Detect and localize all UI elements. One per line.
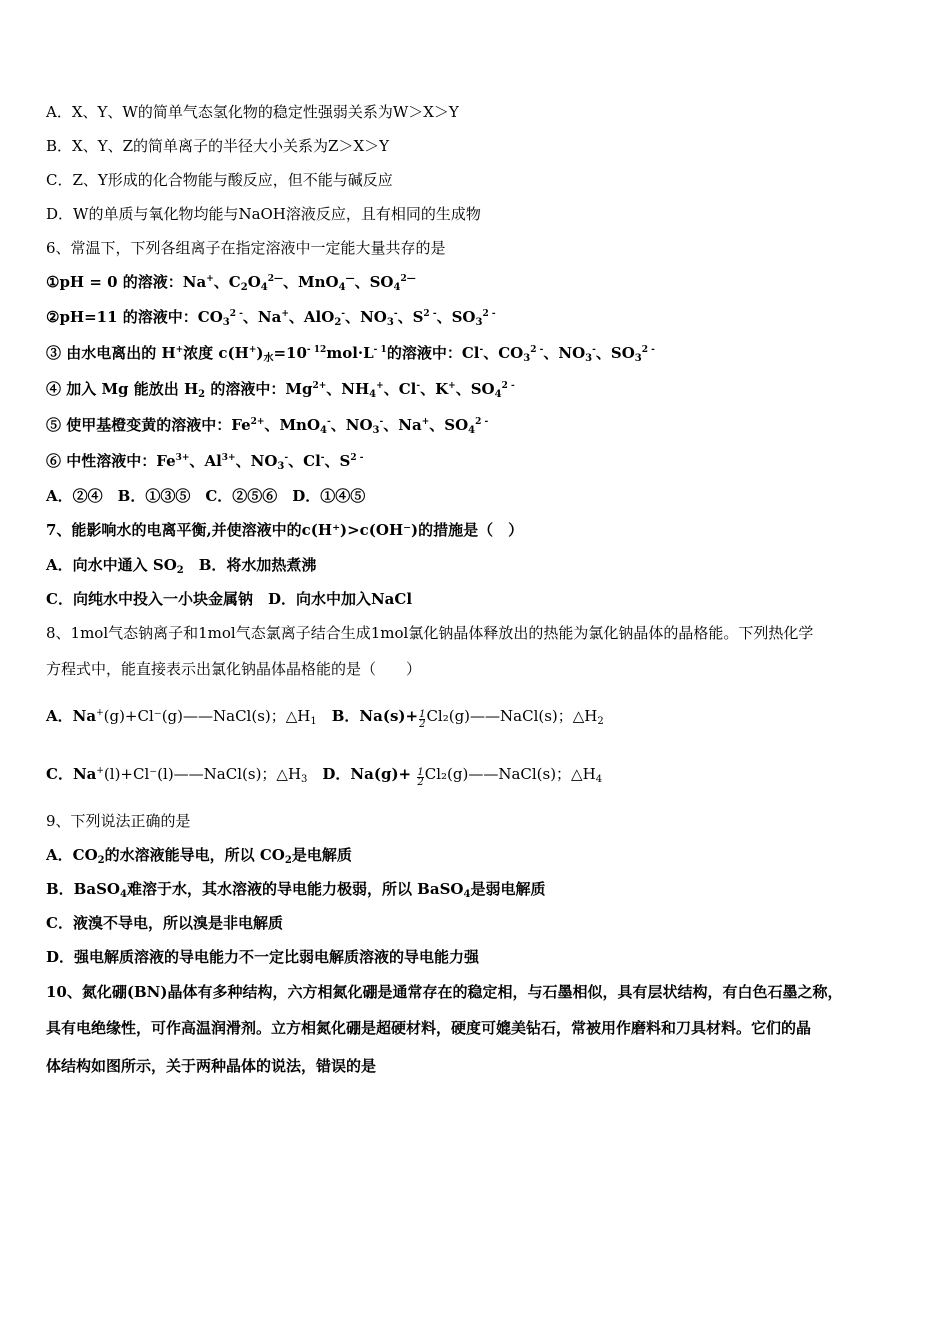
q9-option-c: C．液溴不导电，所以溴是非电解质 bbox=[46, 914, 283, 932]
q8-option-ab: A．Na+(g)+Cl⁻(g)——NaCl(s)；$\triangle H_1$ B．Na(s)+ $\frac{1}{2}$ Cl₂(g)——NaCl(s)；$\triangle H_2$ bbox=[46, 707, 604, 730]
q5-option-b: B．X、Y、Z的简单离子的半径大小关系为Z＞X＞Y bbox=[46, 137, 390, 155]
q7-option-cd: C．向纯水中投入一小块金属钠 D．向水中加入NaCl bbox=[46, 590, 413, 608]
q9-stem: 9、下列说法正确的是 bbox=[46, 812, 191, 830]
q6-item-5: ⑤ 使甲基橙变黄的溶液中：$Fe^{2+}$、MnO$_4$-、$NO_3^-$、Na+、$SO_4^{2 -}$ bbox=[46, 416, 489, 436]
q9-option-a: A．$CO_2$的水溶液能导电，所以 $CO_2$是电解质 bbox=[46, 846, 352, 866]
q10-stem-line3: 体结构如图所示，关于两种晶体的说法，错误的是 bbox=[46, 1057, 377, 1075]
q8-stem-line2: 方程式中，能直接表示出氯化钠晶体晶格能的是（ ） bbox=[46, 660, 422, 678]
q9-option-b: B．BaSO$_4$难溶于水，其水溶液的导电能力极弱，所以 BaSO$_4$是弱电解质 bbox=[46, 880, 546, 900]
fraction-one-half: $\frac{1}{2}$ bbox=[419, 709, 426, 730]
q6-options: A．②④ B．①③⑤ C．②⑤⑥ D．①④⑤ bbox=[46, 487, 366, 505]
q6-item-4: ④ 加入 Mg 能放出 $H_2$ 的溶液中：$Mg^{2+}$、$NH_4^+$、Cl-、K+、$SO_4^{2 -}$ bbox=[46, 380, 515, 400]
q8-stem-line1: 8、1mol气态钠离子和1mol气态氯离子结合生成1mol氯化钠晶体释放出的热能为氯化钠晶体的晶格能。下列热化学 bbox=[46, 624, 814, 642]
q8-option-cd: C．Na+(l)+Cl⁻(l)——NaCl(s)；$\triangle H_3$ D．Na(g)+ $\frac{1}{2}$ Cl₂(g)——NaCl(s)；$\triangle H_4$ bbox=[46, 765, 603, 788]
fraction-one-half: $\frac{1}{2}$ bbox=[417, 767, 424, 788]
q5-option-d: D．W的单质与氧化物均能与NaOH溶液反应，且有相同的生成物 bbox=[46, 205, 481, 223]
q5-option-c: C．Z、Y形成的化合物能与酸反应，但不能与碱反应 bbox=[46, 171, 393, 189]
q6-stem: 6、常温下，下列各组离子在指定溶液中一定能大量共存的是 bbox=[46, 239, 446, 257]
q9-option-d: D．强电解质溶液的导电能力不一定比弱电解质溶液的导电能力强 bbox=[46, 948, 480, 966]
q5-option-a: A．X、Y、W的简单气态氢化物的稳定性强弱关系为W＞X＞Y bbox=[46, 103, 459, 121]
q7-option-ab: A．向水中通入 $SO_2$ B．将水加热煮沸 bbox=[46, 556, 317, 576]
q6-item-1: ①pH = 0 的溶液：Na+、$C_2O_4^{2—}$、MnO$_4$—、$SO_4^{2—}$ bbox=[46, 273, 416, 293]
q6-item-6: ⑥ 中性溶液中：$Fe^{3+}$、$Al^{3+}$、$NO_3^-$、Cl-、$S^{2 -}$ bbox=[46, 452, 364, 472]
q10-stem-line1: 10、氮化硼(BN)晶体有多种结构，六方相氮化硼是通常存在的稳定相，与石墨相似，具有层状结构，有白色石墨之称， bbox=[46, 983, 843, 1001]
q6-item-2: ②pH=11 的溶液中：$CO_3^{2 -}$、Na+、AlO$_2$-、$NO_3^-$、$S^{2 -}$、$SO_3^{2 -}$ bbox=[46, 308, 496, 328]
q10-stem-line2: 具有电绝缘性，可作高温润滑剂。立方相氮化硼是超硬材料，硬度可媲美钻石，常被用作磨料和刀具材料。它们的晶 bbox=[46, 1019, 812, 1037]
q7-stem: 7、能影响水的电离平衡,并使溶液中的c(H⁺)>c(OH⁻)的措施是（ ） bbox=[46, 521, 524, 539]
q6-item-3: ③ 由水电离出的 H+浓度 $c(H^+)_水=10^{- 12}mol\cdot L^{- 1}$的溶液中：Cl-、$CO_3^{2 -}$、$NO_3^-$、$SO_3^{2 -}$ bbox=[46, 344, 655, 364]
